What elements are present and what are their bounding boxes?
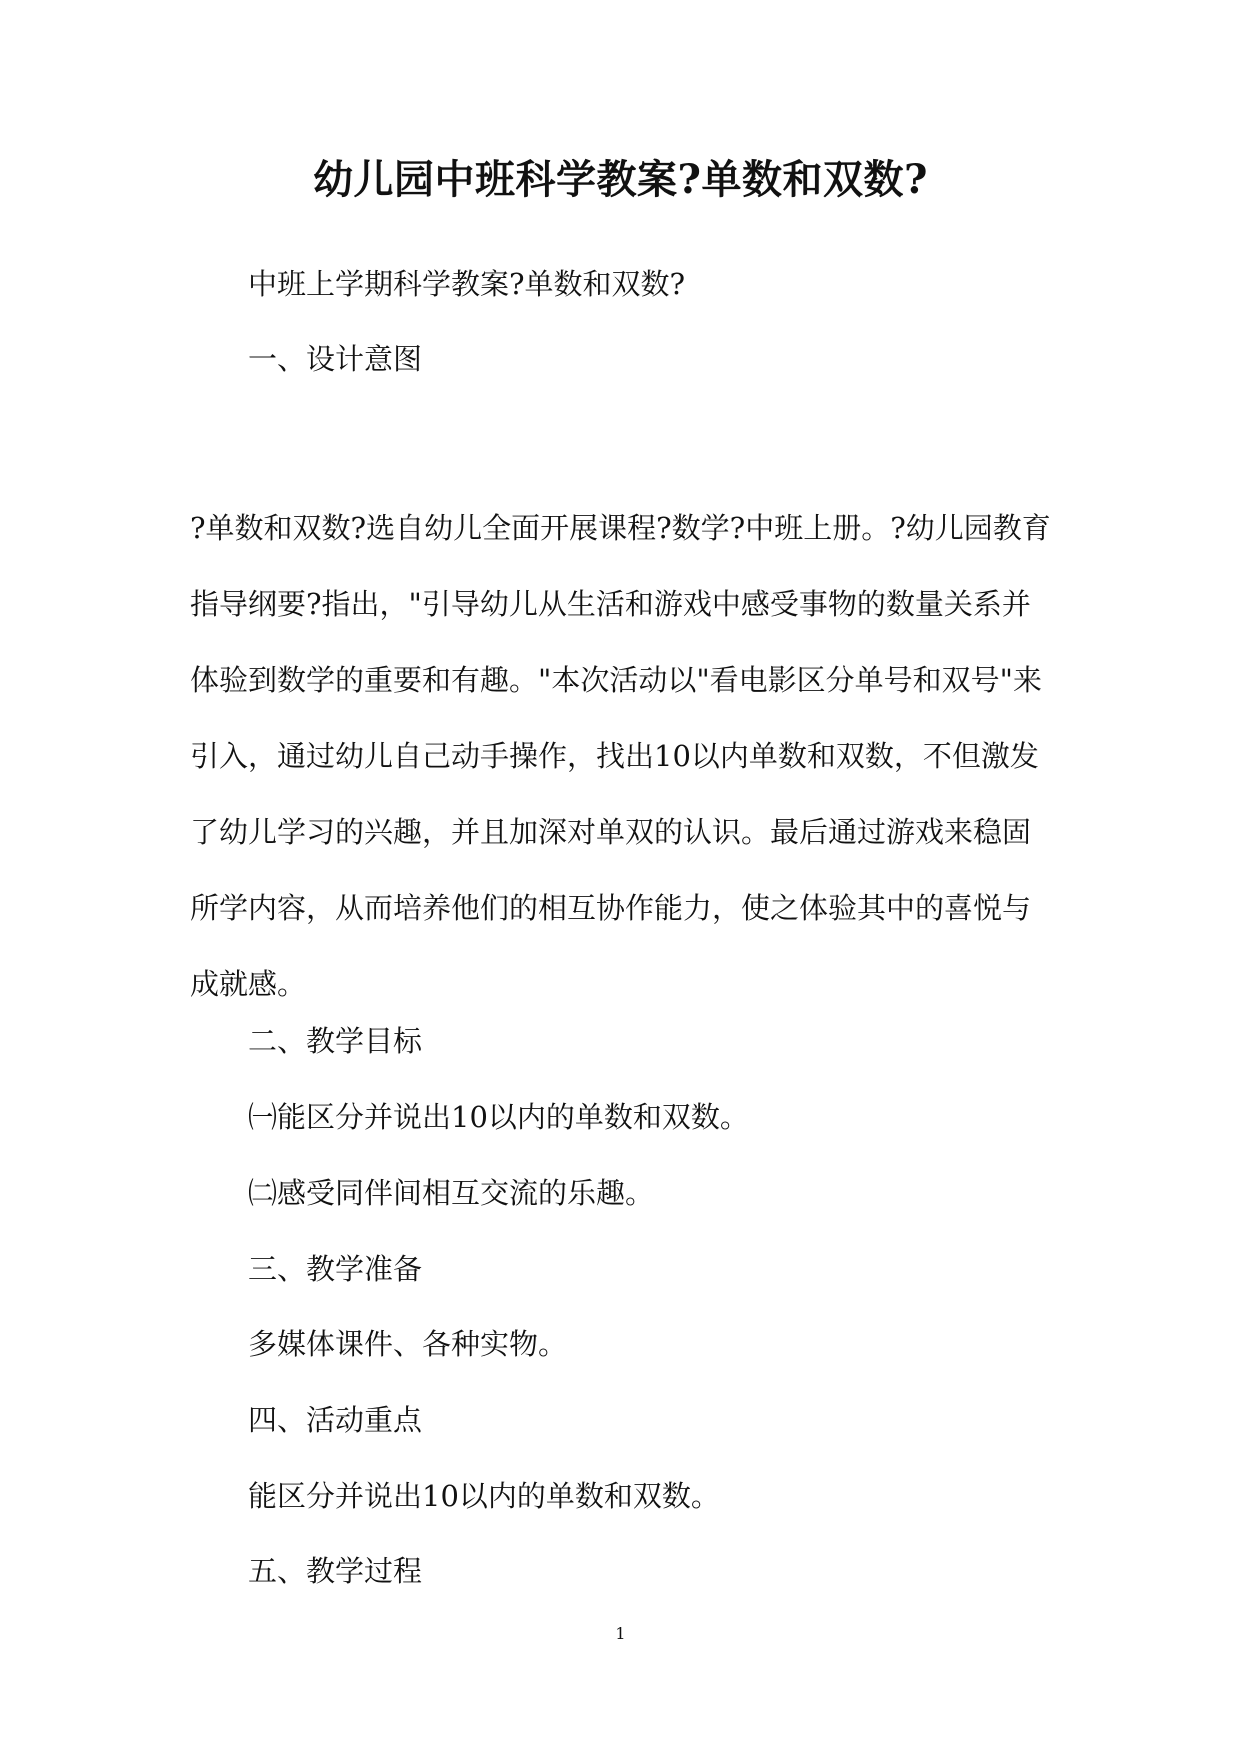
page-number: 1 — [615, 1624, 626, 1643]
section-heading-design-intent: 一、设计意图 — [248, 342, 423, 376]
paragraph-line: 引入，通过幼儿自己动手操作，找出10以内单数和双数，不但激发 — [190, 739, 1039, 773]
document-subtitle: 中班上学期科学教案?单数和双数? — [248, 267, 686, 301]
paragraph-line: 指导纲要?指出，"引导幼儿从生活和游戏中感受事物的数量关系并 — [190, 587, 1031, 621]
paragraph-line: 成就感。 — [190, 967, 307, 1001]
activity-focus-text: 能区分并说出10以内的单数和双数。 — [248, 1479, 720, 1513]
teaching-goal-item: ㈡感受同伴间相互交流的乐趣。 — [248, 1176, 655, 1210]
design-intent-paragraph — [190, 490, 1050, 1022]
section-heading-activity-focus: 四、活动重点 — [248, 1403, 423, 1437]
paragraph-line: 了幼儿学习的兴趣，并且加深对单双的认识。最后通过游戏来稳固 — [190, 815, 1032, 849]
teaching-goal-item: ㈠能区分并说出10以内的单数和双数。 — [248, 1100, 749, 1134]
section-heading-teaching-preparation: 三、教学准备 — [248, 1252, 423, 1286]
teaching-preparation-text: 多媒体课件、各种实物。 — [248, 1327, 568, 1361]
document-title: 幼儿园中班科学教案?单数和双数? — [313, 156, 928, 203]
paragraph-line: 体验到数学的重要和有趣。"本次活动以"看电影区分单号和双号"来 — [190, 663, 1043, 697]
paragraph-line: ?单数和双数?选自幼儿全面开展课程?数学?中班上册。?幼儿园教育 — [190, 511, 1051, 545]
section-heading-teaching-process: 五、教学过程 — [248, 1554, 423, 1588]
paragraph-line: 所学内容，从而培养他们的相互协作能力，使之体验其中的喜悦与 — [190, 891, 1032, 925]
section-heading-teaching-goals: 二、教学目标 — [248, 1024, 423, 1058]
